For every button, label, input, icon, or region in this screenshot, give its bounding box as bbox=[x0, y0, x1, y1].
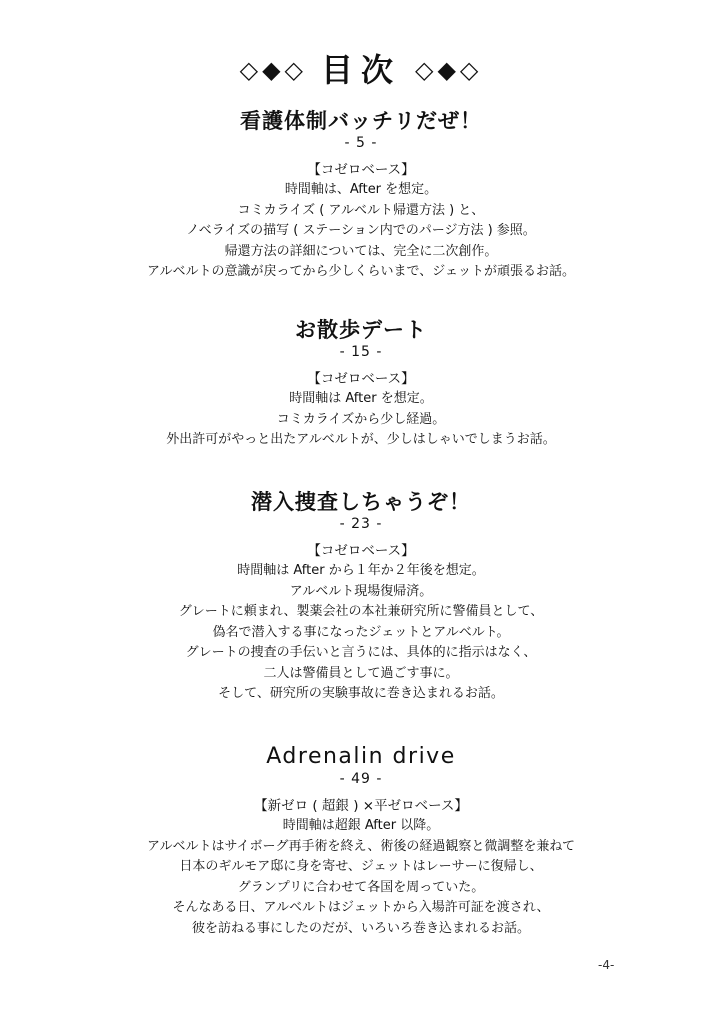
diamond-ornament-right-icon: ◇◆◇ bbox=[415, 56, 483, 84]
entry-description-line: 時間軸は After から１年か２年後を想定。 bbox=[237, 563, 485, 578]
entry-description-line: 時間軸は After を想定。 bbox=[289, 391, 433, 406]
entry-description-line: アルベルトはサイボーグ再手術を終え、術後の経過観察と微調整を兼ねて bbox=[146, 838, 576, 854]
entry-tag: 【コゼロベース】 bbox=[307, 543, 415, 559]
entry-description-line: グレートに頼まれ、製薬会社の本社兼研究所に警備員として、 bbox=[178, 604, 544, 619]
entry-title: お散歩デート bbox=[295, 318, 427, 342]
entry-title: 潜入捜査しちゃうぞ！ bbox=[251, 490, 471, 514]
entry-page-number: - 15 - bbox=[339, 344, 383, 360]
entry-description-line: 時間軸は超銀 After 以降。 bbox=[282, 818, 440, 833]
toc-entry-3 bbox=[0, 489, 722, 705]
entry-description-line: 時間軸は、After を想定。 bbox=[284, 182, 438, 197]
entry-title: 看護体制バッチリだぜ！ bbox=[240, 109, 482, 133]
toc-heading: 目次 bbox=[320, 51, 401, 89]
entry-tag: 【コゼロベース】 bbox=[307, 162, 415, 178]
entry-description-line: コミカライズから少し経過。 bbox=[276, 411, 446, 427]
toc-entry-1 bbox=[0, 108, 722, 283]
entry-description-line: 偽名で潜入する事になったジェットとアルベルト。 bbox=[212, 624, 510, 640]
toc-entry-4 bbox=[0, 744, 722, 939]
entry-description-line: コミカライズ ( アルベルト帰還方法 ) と、 bbox=[237, 202, 485, 218]
entry-description-line: そんなある日、アルベルトはジェットから入場許可証を渡され、 bbox=[172, 900, 550, 915]
page-number: -4- bbox=[598, 958, 615, 972]
entry-description-line: 二人は警備員として過ごす事に。 bbox=[263, 665, 459, 681]
entry-description-line: グランプリに合わせて各国を周っていた。 bbox=[237, 879, 485, 895]
entry-tag: 【コゼロベース】 bbox=[307, 371, 415, 387]
diamond-ornament-left-icon: ◇◆◇ bbox=[239, 56, 307, 84]
entry-description-line: アルベルト現場復帰済。 bbox=[289, 583, 433, 599]
entry-page-number: - 49 - bbox=[339, 771, 383, 787]
entry-description-line: 日本のギルモア邸に身を寄せ、ジェットはレーサーに復帰し、 bbox=[179, 859, 543, 874]
page-title bbox=[0, 48, 722, 92]
entry-tag: 【新ゼロ ( 超銀 ) ×平ゼロベース】 bbox=[254, 798, 468, 814]
entry-description-line: アルベルトの意識が戻ってから少しくらいまで、ジェットが頑張るお話。 bbox=[147, 264, 575, 279]
entry-description-line: そして、研究所の実験事故に巻き込まれるお話。 bbox=[218, 686, 504, 701]
toc-entry-2 bbox=[0, 317, 722, 451]
entry-page-number: - 23 - bbox=[339, 516, 383, 532]
entry-description-line: 帰還方法の詳細については、完全に二次創作。 bbox=[224, 243, 498, 259]
entry-description-line: ノベライズの描写 ( ステーション内でのパージ方法 ) 参照。 bbox=[186, 223, 536, 238]
entry-title: Adrenalin drive bbox=[266, 744, 456, 769]
entry-description-line: 外出許可がやっと出たアルベルトが、少しはしゃいでしまうお話。 bbox=[166, 432, 556, 447]
entry-description-line: グレートの捜査の手伝いと言うには、具体的に指示はなく、 bbox=[185, 645, 537, 660]
entry-page-number: - 5 - bbox=[344, 135, 378, 151]
entry-description-line: 彼を訪ねる事にしたのだが、いろいろ巻き込まれるお話。 bbox=[191, 920, 530, 936]
